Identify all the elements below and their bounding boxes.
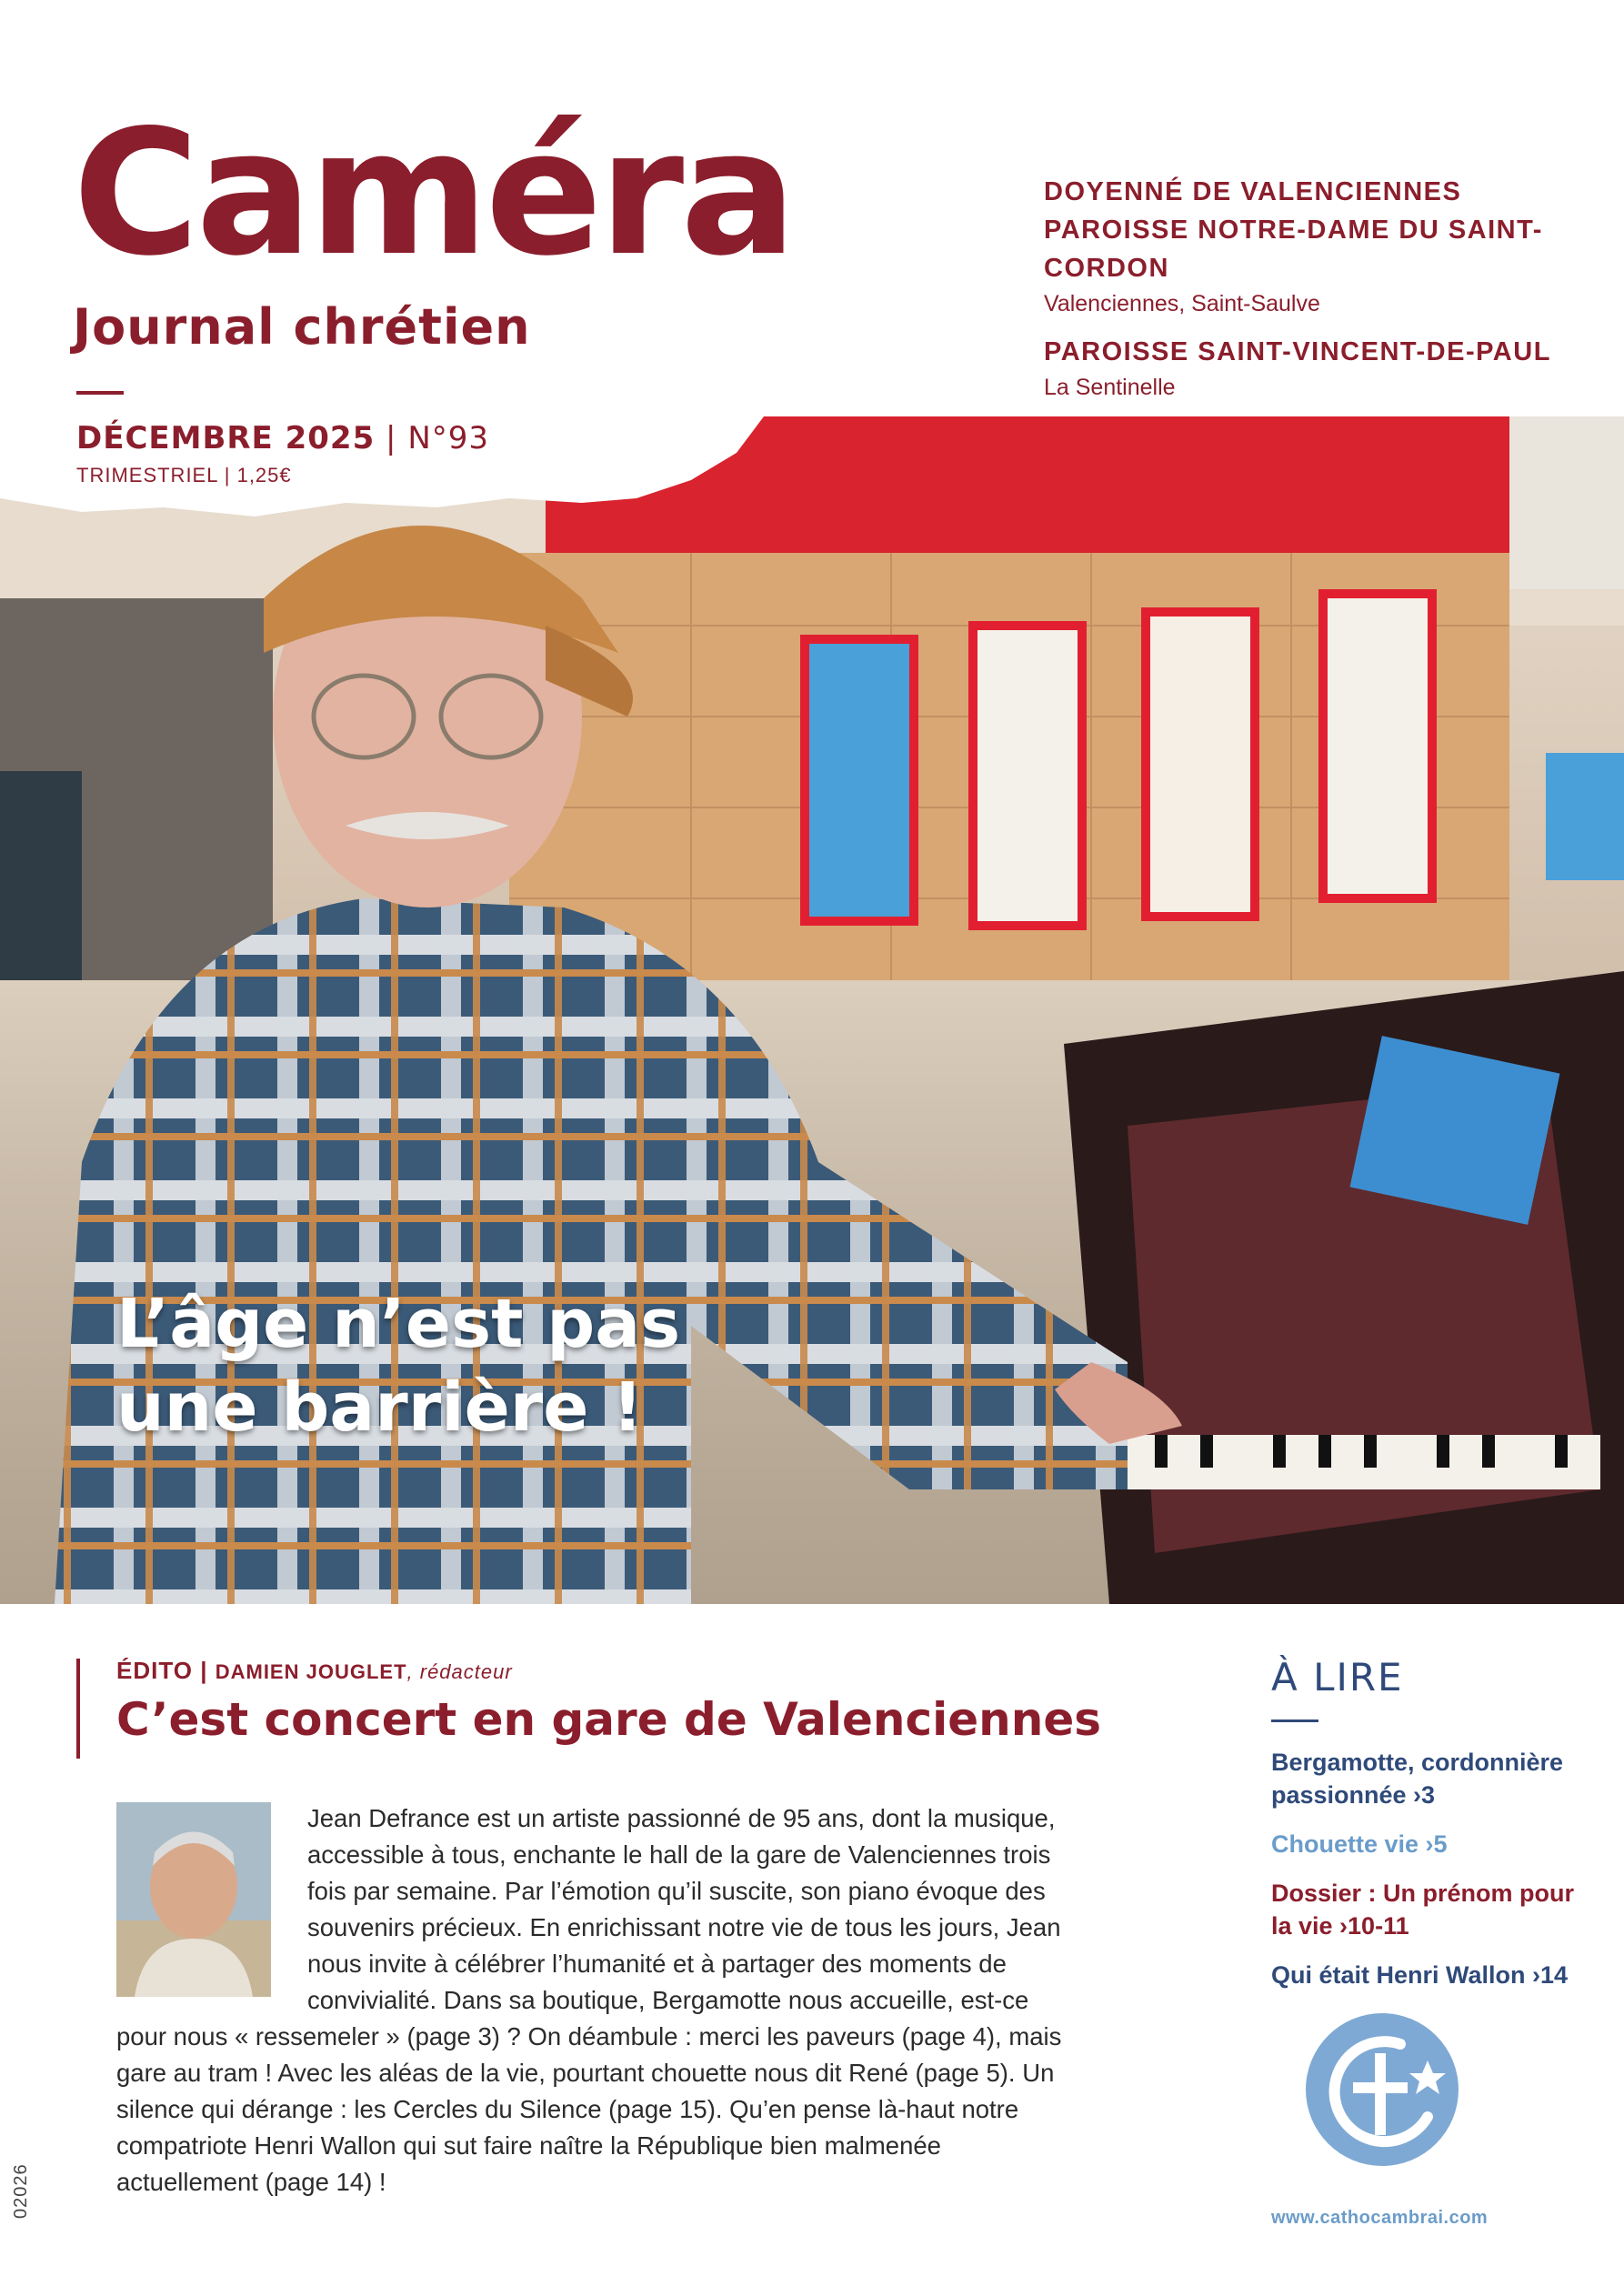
website-link[interactable]: www.cathocambrai.com bbox=[1271, 2208, 1489, 2228]
a-lire-panel bbox=[1271, 1655, 1580, 2008]
edito-author: DAMIEN JOUGLET bbox=[215, 1660, 407, 1683]
masthead-title: Caméra bbox=[73, 93, 794, 294]
edito-tag: ÉDITO | DAMIEN JOUGLET, rédacteur bbox=[116, 1657, 513, 1684]
issue-line bbox=[76, 420, 489, 456]
a-lire-label: À LIRE bbox=[1271, 1655, 1404, 1699]
masthead-subtitle: Journal chrétien bbox=[73, 298, 531, 356]
parish-deanery: DOYENNÉ DE VALENCIENNES bbox=[1044, 177, 1462, 206]
parish-towns: Valenciennes, Saint-Saulve bbox=[1044, 291, 1320, 316]
parish-towns: La Sentinelle bbox=[1044, 375, 1176, 400]
parish-list bbox=[1044, 173, 1589, 416]
masthead-rule bbox=[76, 391, 124, 395]
issue-separator: | bbox=[375, 420, 408, 456]
issue-frequency-price: TRIMESTRIEL | 1,25€ bbox=[76, 464, 292, 486]
edito-body-text: Jean Defrance est un artiste passionné de 95 ans, dont la musique, accessible à tous, enchante le hall de la gare de Valenciennes trois fois par semaine. Par l’émotion qu’il suscite, son piano évoque des souvenirs précieux. En enrichissant notre vie de tous les jours, Jean nous invite à célébrer l’humanité et à partager des moments de convivialité. Dans sa boutique, Bergamotte nous accueille, est-ce pour nous « ressemeler » (page 3) ? On déambule : merci les paveurs (page 4), mais gare au tram ! Avec les aléas de la vie, pourtant chouette nous dit René (page 5). Un silence qui dérange : les Cercles du Silence (page 15). Qu’en pense là-haut notre compatriote Henri Wallon qui sut faire naître la République bien malmenée actuellement (page 14) ! bbox=[116, 1804, 1062, 2196]
masthead bbox=[73, 93, 794, 356]
a-lire-item[interactable]: Chouette vie ›5 bbox=[1271, 1830, 1448, 1858]
issue-number: N°93 bbox=[407, 420, 490, 456]
issue-info bbox=[76, 420, 489, 487]
a-lire-item[interactable]: Qui était Henri Wallon ›14 bbox=[1271, 1961, 1569, 1989]
edito-body bbox=[116, 1800, 1062, 2201]
piano bbox=[1064, 971, 1624, 1604]
page-code: 02026 bbox=[11, 2163, 31, 2219]
parish-block bbox=[1044, 173, 1589, 320]
diocese-logo-icon bbox=[1300, 2008, 1464, 2171]
edito-label: ÉDITO bbox=[116, 1657, 193, 1684]
edito-header bbox=[116, 1657, 513, 1685]
a-lire-item[interactable]: Dossier : Un prénom pour la vie ›10-11 bbox=[1271, 1880, 1575, 1940]
parish-name: PAROISSE SAINT-VINCENT-DE-PAUL bbox=[1044, 337, 1551, 366]
issue-date: DÉCEMBRE 2025 bbox=[76, 420, 376, 456]
cover-headline: L’âge n’est pas une barrière ! bbox=[116, 1285, 681, 1447]
edito-author-role: , rédacteur bbox=[406, 1660, 513, 1683]
edito-accent-bar bbox=[76, 1659, 80, 1759]
edito-title: C’est concert en gare de Valenciennes bbox=[116, 1693, 1102, 1746]
parish-name: PAROISSE NOTRE-DAME DU SAINT-CORDON bbox=[1044, 216, 1543, 283]
parish-block bbox=[1044, 333, 1589, 404]
a-lire-item[interactable]: Bergamotte, cordonnière passionnée ›3 bbox=[1271, 1749, 1564, 1809]
a-lire-rule bbox=[1271, 1719, 1318, 1722]
